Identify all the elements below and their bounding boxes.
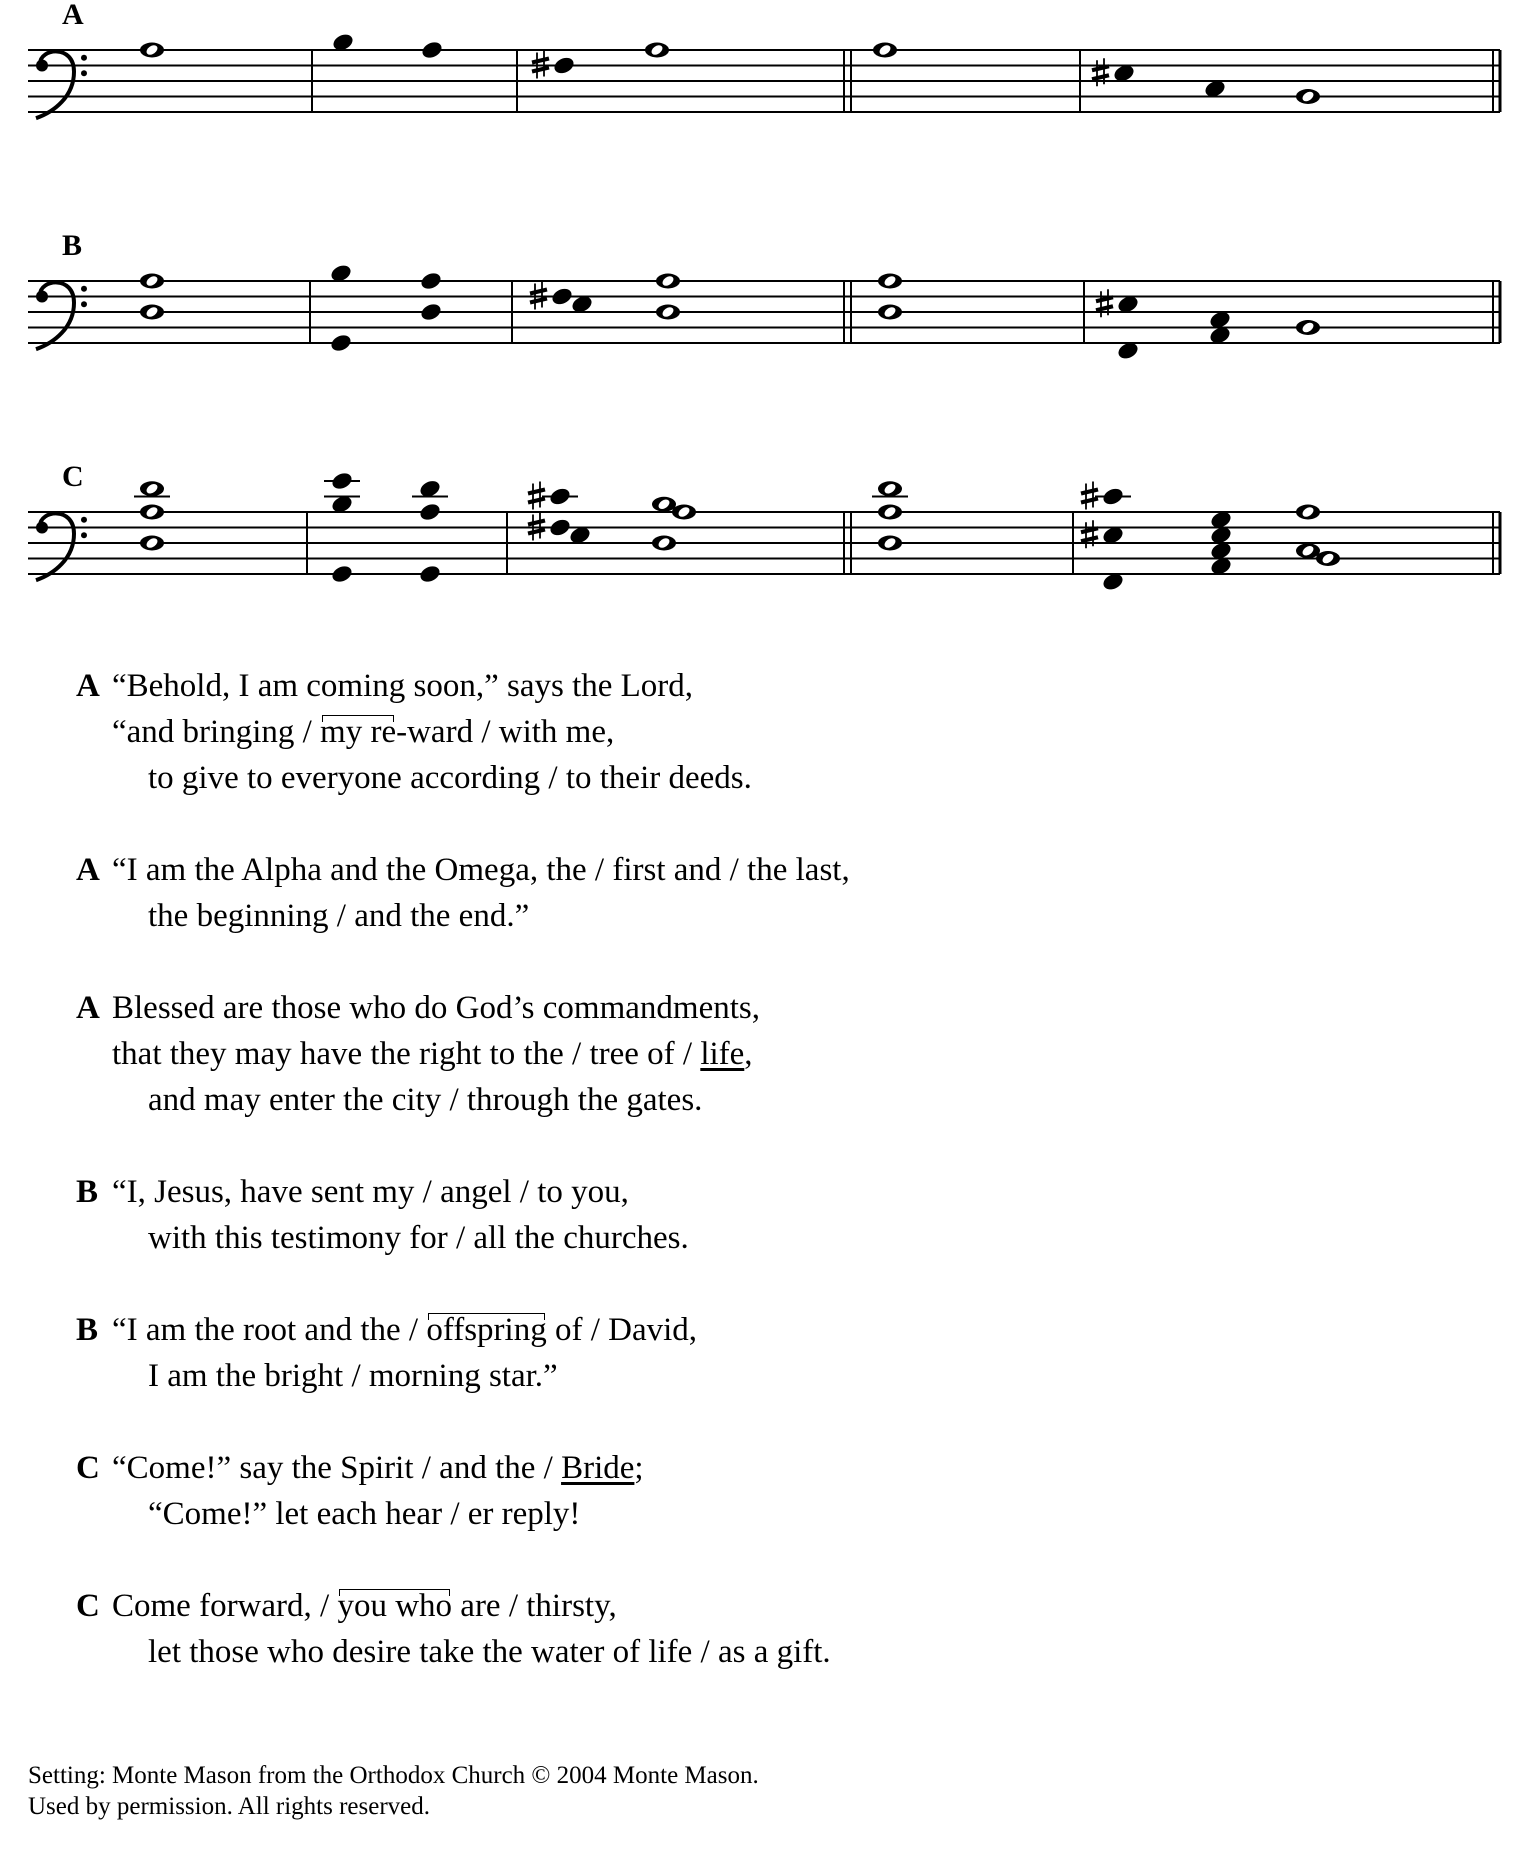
- filled-note-icon: [1101, 486, 1125, 507]
- sharp-icon: [1096, 289, 1113, 317]
- text-segment: “Come!” let each hear / er reply!: [148, 1496, 581, 1532]
- whole-note-icon: [652, 536, 676, 551]
- filled-note-icon: [329, 332, 353, 353]
- filled-note-icon: [419, 301, 443, 322]
- bass-clef-dot: [36, 291, 48, 303]
- whole-note-icon: [140, 505, 164, 520]
- verse: [76, 663, 1076, 801]
- text-segment: let those who desire take the water of life / as a gift.: [148, 1634, 831, 1670]
- text-segment: ,: [744, 1036, 753, 1072]
- verse: [76, 1445, 1076, 1537]
- whole-note-icon: [140, 43, 164, 58]
- bass-clef-dot: [81, 532, 87, 538]
- filled-note-icon: [548, 517, 572, 538]
- sharp-icon: [1081, 520, 1098, 548]
- verse-line: [76, 1583, 1076, 1629]
- text-segment: “I am the Alpha and the Omega, the / first and / the last,: [112, 852, 850, 888]
- verse-line: [76, 893, 1076, 939]
- verse-line: [76, 1169, 1076, 1215]
- tone-label: B: [76, 1174, 99, 1210]
- text-segment: to give to everyone according / to their deeds.: [148, 760, 752, 796]
- whole-note-icon: [672, 505, 696, 520]
- filled-note-icon: [418, 501, 442, 522]
- system-label: A: [62, 0, 84, 31]
- text-segment: ;: [634, 1450, 644, 1486]
- tone-label: A: [76, 668, 100, 704]
- tone-label: C: [76, 1588, 100, 1624]
- tone-label: B: [76, 1312, 99, 1348]
- credits-line-1: Setting: Monte Mason from the Orthodox Church © 2004 Monte Mason.: [28, 1762, 759, 1789]
- music-notation: [0, 0, 1521, 620]
- whole-note-icon: [140, 305, 164, 320]
- tone-label: A: [76, 852, 100, 888]
- whole-note-icon: [873, 43, 897, 58]
- verse-line: [76, 755, 1076, 801]
- text-segment: with this testimony for / all the churches.: [148, 1220, 689, 1256]
- verse-line: [76, 1307, 1076, 1353]
- whole-note-icon: [656, 274, 680, 289]
- verse-line: [76, 847, 1076, 893]
- text-segment: the beginning / and the end.”: [148, 898, 530, 934]
- whole-note-icon: [652, 497, 676, 512]
- bass-clef-dot: [81, 70, 87, 76]
- text-segment: “Behold, I am coming soon,” says the Lord,: [112, 668, 694, 704]
- verse-line: [76, 985, 1076, 1031]
- bass-clef-dot: [36, 60, 48, 72]
- bracketed-syllables: you who: [337, 1583, 452, 1629]
- tone-label: A: [76, 990, 100, 1026]
- whole-note-icon: [656, 305, 680, 320]
- text-segment: “I am the root and the /: [112, 1312, 427, 1348]
- psalm-text: [76, 663, 1076, 1721]
- filled-note-icon: [550, 286, 574, 307]
- verse-line: [76, 663, 1076, 709]
- filled-note-icon: [419, 270, 443, 291]
- sharp-icon: [1092, 58, 1109, 86]
- verse-line: [76, 1031, 1076, 1077]
- filled-note-icon: [330, 563, 354, 584]
- verse-line: [76, 1445, 1076, 1491]
- verse-line: [76, 1491, 1076, 1537]
- text-segment: Blessed are those who do God’s commandments,: [112, 990, 760, 1026]
- filled-note-icon: [420, 39, 444, 60]
- credits: [28, 1760, 759, 1822]
- whole-note-icon: [878, 536, 902, 551]
- text-segment: Come forward, /: [112, 1588, 338, 1624]
- text-segment: “and bringing /: [112, 714, 321, 750]
- bracketed-syllables: offspring: [426, 1307, 546, 1353]
- filled-note-icon: [548, 486, 572, 507]
- verse: [76, 847, 1076, 939]
- text-segment: -ward / with me,: [396, 714, 615, 750]
- music-system-C: [28, 460, 1500, 592]
- verse-line: [76, 1077, 1076, 1123]
- whole-note-icon: [1316, 551, 1340, 566]
- whole-note-icon: [878, 481, 902, 496]
- text-segment: are / thirsty,: [452, 1588, 617, 1624]
- whole-note-icon: [1296, 505, 1320, 520]
- underlined-syllable: Bride: [561, 1450, 635, 1486]
- tone-label: C: [76, 1450, 100, 1486]
- music-system-A: [28, 0, 1500, 118]
- bracketed-syllables: my re: [320, 709, 396, 755]
- bass-clef-dot: [81, 286, 87, 292]
- whole-note-icon: [140, 274, 164, 289]
- whole-note-icon: [1296, 320, 1320, 335]
- text-segment: and may enter the city / through the gates.: [148, 1082, 703, 1118]
- underlined-syllable: life: [700, 1036, 745, 1072]
- filled-note-icon: [552, 55, 576, 76]
- bass-clef-dot: [81, 301, 87, 307]
- verse: [76, 985, 1076, 1123]
- text-segment: “Come!” say the Spirit / and the /: [112, 1450, 562, 1486]
- whole-note-icon: [1296, 89, 1320, 104]
- whole-note-icon: [140, 536, 164, 551]
- filled-note-icon: [418, 563, 442, 584]
- verse: [76, 1307, 1076, 1399]
- bass-clef-dot: [36, 522, 48, 534]
- text-segment: “I, Jesus, have sent my / angel / to you,: [112, 1174, 629, 1210]
- filled-note-icon: [330, 470, 354, 491]
- verse-line: [76, 1353, 1076, 1399]
- credits-line-2: Used by permission. All rights reserved.: [28, 1793, 431, 1820]
- verse: [76, 1583, 1076, 1675]
- whole-note-icon: [878, 305, 902, 320]
- verse: [76, 1169, 1076, 1261]
- text-segment: I am the bright / morning star.”: [148, 1358, 558, 1394]
- text-segment: that they may have the right to the / tree of /: [112, 1036, 701, 1072]
- whole-note-icon: [645, 43, 669, 58]
- text-segment: of / David,: [546, 1312, 698, 1348]
- whole-note-icon: [1296, 543, 1320, 558]
- bass-clef-dot: [81, 55, 87, 61]
- whole-note-icon: [878, 505, 902, 520]
- verse-line: [76, 1629, 1076, 1675]
- whole-note-icon: [878, 274, 902, 289]
- system-label: B: [62, 229, 83, 262]
- bass-clef-dot: [81, 517, 87, 523]
- verse-line: [76, 709, 1076, 755]
- verse-line: [76, 1215, 1076, 1261]
- music-system-B: [28, 229, 1500, 361]
- system-label: C: [62, 460, 84, 493]
- whole-note-icon: [140, 481, 164, 496]
